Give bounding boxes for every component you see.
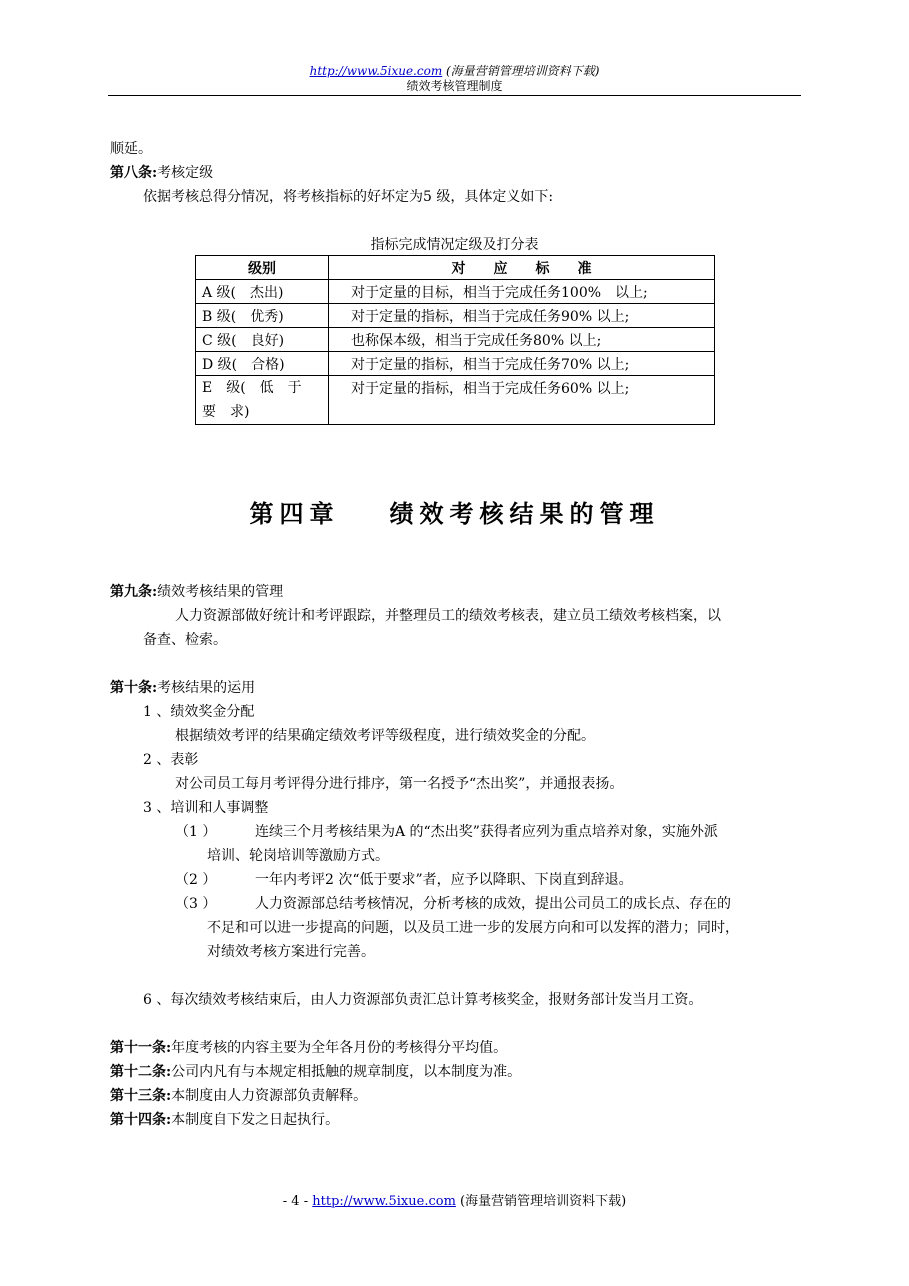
article-10-label: 第十条: bbox=[110, 680, 158, 696]
grade-cell: A 级( 杰出) bbox=[196, 280, 329, 304]
article-13 bbox=[110, 1087, 367, 1105]
article-11-label: 第十一条: bbox=[110, 1040, 172, 1056]
sub-3-line3: 对绩效考核方案进行完善。 bbox=[207, 944, 375, 960]
table-header-grade: 级别 bbox=[196, 256, 329, 280]
grade-cell: B 级( 优秀) bbox=[196, 304, 329, 328]
grade-table bbox=[195, 255, 715, 425]
article-12 bbox=[110, 1063, 521, 1081]
criterion-cell: 对于定量的指标，相当于完成任务60% 以上; bbox=[329, 376, 715, 425]
article-13-label: 第十三条: bbox=[110, 1088, 172, 1104]
table-row bbox=[196, 280, 715, 304]
article-14-label: 第十四条: bbox=[110, 1112, 172, 1128]
footer-note: (海量营销管理培训资料下载) bbox=[460, 1194, 627, 1209]
article-8 bbox=[110, 164, 213, 182]
article-9-body-line2: 备查、检索。 bbox=[143, 632, 227, 648]
grade-cell: D 级( 合格) bbox=[196, 352, 329, 376]
sub-3-line1: 人力资源部总结考核情况，分析考核的成效，提出公司员工的成长点、存在的 bbox=[255, 896, 731, 912]
article-13-body: 本制度由人力资源部负责解释。 bbox=[171, 1088, 368, 1104]
sub-1-line1: 连续三个月考核结果为A 的“杰出奖”获得者应列为重点培养对象，实施外派 bbox=[255, 824, 718, 840]
grade-cell: E 级( 低 于 要 求) bbox=[196, 376, 329, 425]
article-9-title: 绩效考核结果的管理 bbox=[157, 584, 284, 600]
article-10-title: 考核结果的运用 bbox=[157, 680, 256, 696]
sub-3-line2: 不足和可以进一步提高的问题，以及员工进一步的发展方向和可以发挥的潜力；同时， bbox=[207, 920, 739, 936]
article-9-label: 第九条: bbox=[110, 584, 158, 600]
table-row bbox=[196, 376, 715, 425]
sub-2-line1: 一年内考评2 次“低于要求”者，应予以降职、下岗直到辞退。 bbox=[255, 872, 633, 888]
chapter-title: 绩效考核结果的管理 bbox=[389, 500, 660, 528]
page-header bbox=[0, 64, 909, 79]
header-rule bbox=[108, 95, 801, 96]
criterion-cell: 对于定量的指标，相当于完成任务90% 以上; bbox=[329, 304, 715, 328]
article-12-label: 第十二条: bbox=[110, 1064, 172, 1080]
article-14 bbox=[110, 1111, 339, 1129]
sub-1-number: （1 ） bbox=[175, 824, 217, 840]
table-header-row bbox=[196, 256, 715, 280]
header-doc-title: 绩效考核管理制度 bbox=[406, 79, 503, 93]
article-14-body: 本制度自下发之日起执行。 bbox=[171, 1112, 340, 1128]
article-8-body: 依据考核总得分情况，将考核指标的好坏定为5 级，具体定义如下: bbox=[143, 189, 554, 205]
table-caption: 指标完成情况定级及打分表 bbox=[370, 237, 539, 253]
item-6: 6 、每次绩效考核结束后，由人力资源部负责汇总计算考核奖金，报财务部计发当月工资。 bbox=[143, 992, 703, 1008]
table-row bbox=[196, 328, 715, 352]
item-2-body: 对公司员工每月考评得分进行排序，第一名授予“杰出奖”，并通报表扬。 bbox=[175, 776, 624, 792]
chapter-heading bbox=[0, 494, 909, 529]
article-8-title: 考核定级 bbox=[157, 165, 214, 181]
item-2-title: 2 、表彰 bbox=[143, 752, 199, 768]
page-footer bbox=[0, 1194, 909, 1210]
footer-link[interactable]: http://www.5ixue.com bbox=[312, 1194, 456, 1209]
item-1-body: 根据绩效考评的结果确定绩效考评等级程度，进行绩效奖金的分配。 bbox=[175, 728, 595, 744]
article-10 bbox=[110, 679, 255, 697]
article-11 bbox=[110, 1039, 507, 1057]
table-header-criterion: 对 应 标 准 bbox=[329, 256, 715, 280]
header-note: (海量营销管理培训资料下载) bbox=[446, 64, 600, 78]
sub-1-line2: 培训、轮岗培训等激励方式。 bbox=[207, 848, 389, 864]
article-8-label: 第八条: bbox=[110, 165, 158, 181]
chapter-number: 第四章 bbox=[249, 500, 340, 528]
intro-line: 顺延。 bbox=[110, 141, 152, 157]
article-9-body-line1: 人力资源部做好统计和考评跟踪，并整理员工的绩效考核表，建立员工绩效考核档案，以 bbox=[175, 608, 721, 624]
table-row bbox=[196, 304, 715, 328]
article-12-body: 公司内凡有与本规定相抵触的规章制度，以本制度为准。 bbox=[171, 1064, 522, 1080]
item-1-title: 1 、绩效奖金分配 bbox=[143, 704, 255, 720]
sub-2-number: （2 ） bbox=[175, 872, 217, 888]
article-11-body: 年度考核的内容主要为全年各月份的考核得分平均值。 bbox=[171, 1040, 508, 1056]
criterion-cell: 也称保本级，相当于完成任务80% 以上; bbox=[329, 328, 715, 352]
article-9 bbox=[110, 583, 283, 601]
header-link[interactable]: http://www.5ixue.com bbox=[309, 64, 443, 78]
table-row bbox=[196, 352, 715, 376]
page-number: - 4 - bbox=[282, 1194, 309, 1209]
sub-3-number: （3 ） bbox=[175, 896, 217, 912]
criterion-cell: 对于定量的指标，相当于完成任务70% 以上; bbox=[329, 352, 715, 376]
criterion-cell: 对于定量的目标，相当于完成任务100% 以上; bbox=[329, 280, 715, 304]
grade-cell: C 级( 良好) bbox=[196, 328, 329, 352]
item-3-title: 3 、培训和人事调整 bbox=[143, 800, 269, 816]
